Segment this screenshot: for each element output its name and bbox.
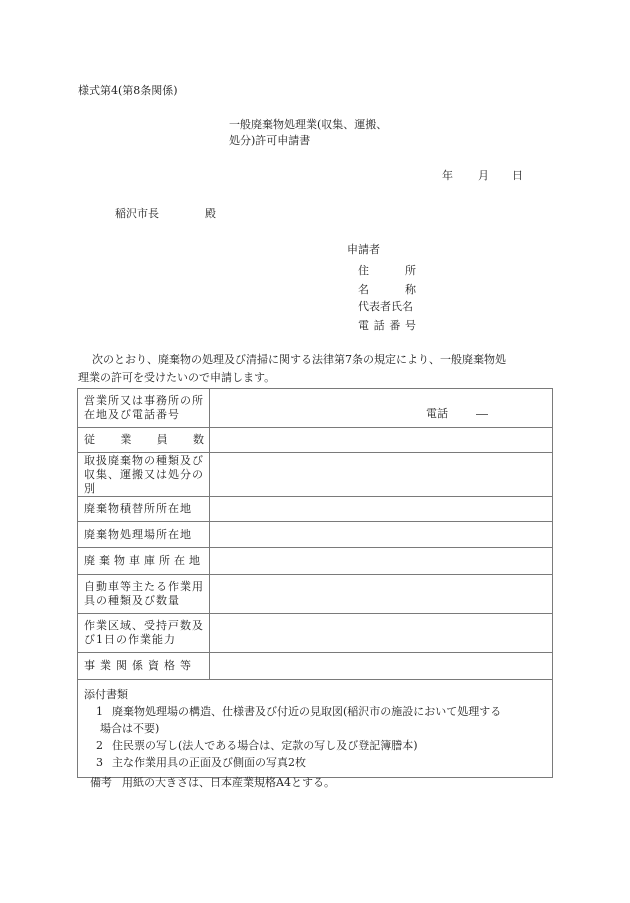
table-row <box>78 548 553 575</box>
phone-label: 電話 <box>426 407 448 420</box>
date-month-label: 月 <box>478 169 489 182</box>
label-char: 員 <box>156 433 169 446</box>
remarks-label: 備考 <box>90 776 112 789</box>
body-text-line-1: 次のとおり、廃棄物の処理及び清掃に関する法律第7条の規定により、一般廃棄物処 <box>92 353 506 366</box>
table-row <box>78 653 553 680</box>
attachments-row <box>78 680 553 778</box>
row-label-employees <box>78 428 210 453</box>
garage-field[interactable] <box>210 548 553 575</box>
label-char: 号 <box>404 319 416 332</box>
title-line-2: 処分)許可申請書 <box>229 134 311 147</box>
row-label-disposal-site: 廃棄物処理場所在地 <box>78 522 210 548</box>
attachments-title: 添付書類 <box>84 688 128 701</box>
attachment-item <box>84 737 546 754</box>
form-number: 様式第4(第8条関係) <box>78 84 178 97</box>
table-row <box>78 497 553 522</box>
date-year-label: 年 <box>442 169 453 182</box>
disposal-site-field[interactable] <box>210 522 553 548</box>
transfer-site-field[interactable] <box>210 497 553 522</box>
table-row <box>78 453 553 497</box>
label-char: 称 <box>405 283 416 296</box>
attachments-section <box>78 680 553 778</box>
applicant-label: 申請者 <box>347 243 380 256</box>
applicant-representative-label <box>358 298 416 314</box>
applicant-address-label <box>358 262 416 278</box>
label-char: 住 <box>358 264 369 277</box>
attachment-item <box>84 754 546 771</box>
row-label-qualifications: 事業関係資格等 <box>78 653 210 680</box>
title-line-1: 一般廃棄物処理業(収集、運搬、 <box>229 118 388 131</box>
row-label-work-area: 作業区域、受持戸数及び1日の作業能力 <box>78 614 210 653</box>
waste-types-field[interactable] <box>210 453 553 497</box>
work-area-field[interactable] <box>210 614 553 653</box>
equipment-field[interactable] <box>210 575 553 614</box>
table-row <box>78 614 553 653</box>
label-char: 所 <box>405 264 416 277</box>
remarks-text: 用紙の大きさは、日本産業規格A4とする。 <box>122 776 335 789</box>
table-row <box>78 522 553 548</box>
remarks <box>90 774 335 790</box>
phone-field[interactable] <box>426 405 488 421</box>
label-char: 業 <box>120 433 133 446</box>
employees-field[interactable] <box>210 428 553 453</box>
attachment-number: 1 <box>96 705 103 718</box>
table-row <box>78 575 553 614</box>
date-day-label: 日 <box>512 169 523 182</box>
label-char: 従 <box>84 433 96 446</box>
attachment-number: 3 <box>96 756 103 769</box>
row-label-equipment: 自動車等主たる作業用具の種類及び数量 <box>78 575 210 614</box>
phone-dash <box>476 414 488 415</box>
applicant-phone-label <box>358 317 416 333</box>
label-char: 数 <box>192 433 205 446</box>
attachment-text: 主な作業用具の正面及び側面の写真2枚 <box>112 756 306 769</box>
row-label-office-address: 営業所又は事務所の所在地及び電話番号 <box>78 389 210 428</box>
attachment-item-continuation: 場合は不要) <box>100 722 160 735</box>
applicant-name-label <box>358 281 416 297</box>
body-text-line-2: 理業の許可を受けたいので申請します。 <box>78 371 276 384</box>
row-label-transfer-site: 廃棄物積替所所在地 <box>78 497 210 522</box>
addressee: 稲沢市長 <box>115 207 159 220</box>
attachment-item <box>84 703 546 720</box>
attachment-number: 2 <box>96 739 103 752</box>
row-label-garage: 廃棄物車庫所在地 <box>78 548 210 575</box>
label-char: 名 <box>358 283 369 296</box>
table-row <box>78 428 553 453</box>
row-label-waste-types: 取扱廃棄物の種類及び収集、運搬又は処分の別 <box>78 453 210 497</box>
application-table <box>77 388 553 778</box>
addressee-honorific: 殿 <box>205 207 216 220</box>
table-row <box>78 389 553 428</box>
qualifications-field[interactable] <box>210 653 553 680</box>
attachment-text: 廃棄物処理場の構造、仕様書及び付近の見取図(稲沢市の施設において処理する <box>112 705 502 718</box>
attachment-text: 住民票の写し(法人である場合は、定款の写し及び登記簿謄本) <box>112 739 418 752</box>
label-char: 電 <box>358 319 369 332</box>
office-address-field[interactable] <box>210 389 553 428</box>
label-char: 代表者氏名 <box>358 300 413 313</box>
document-title <box>229 117 387 149</box>
label-char: 番 <box>389 319 401 332</box>
label-char: 話 <box>373 319 385 332</box>
